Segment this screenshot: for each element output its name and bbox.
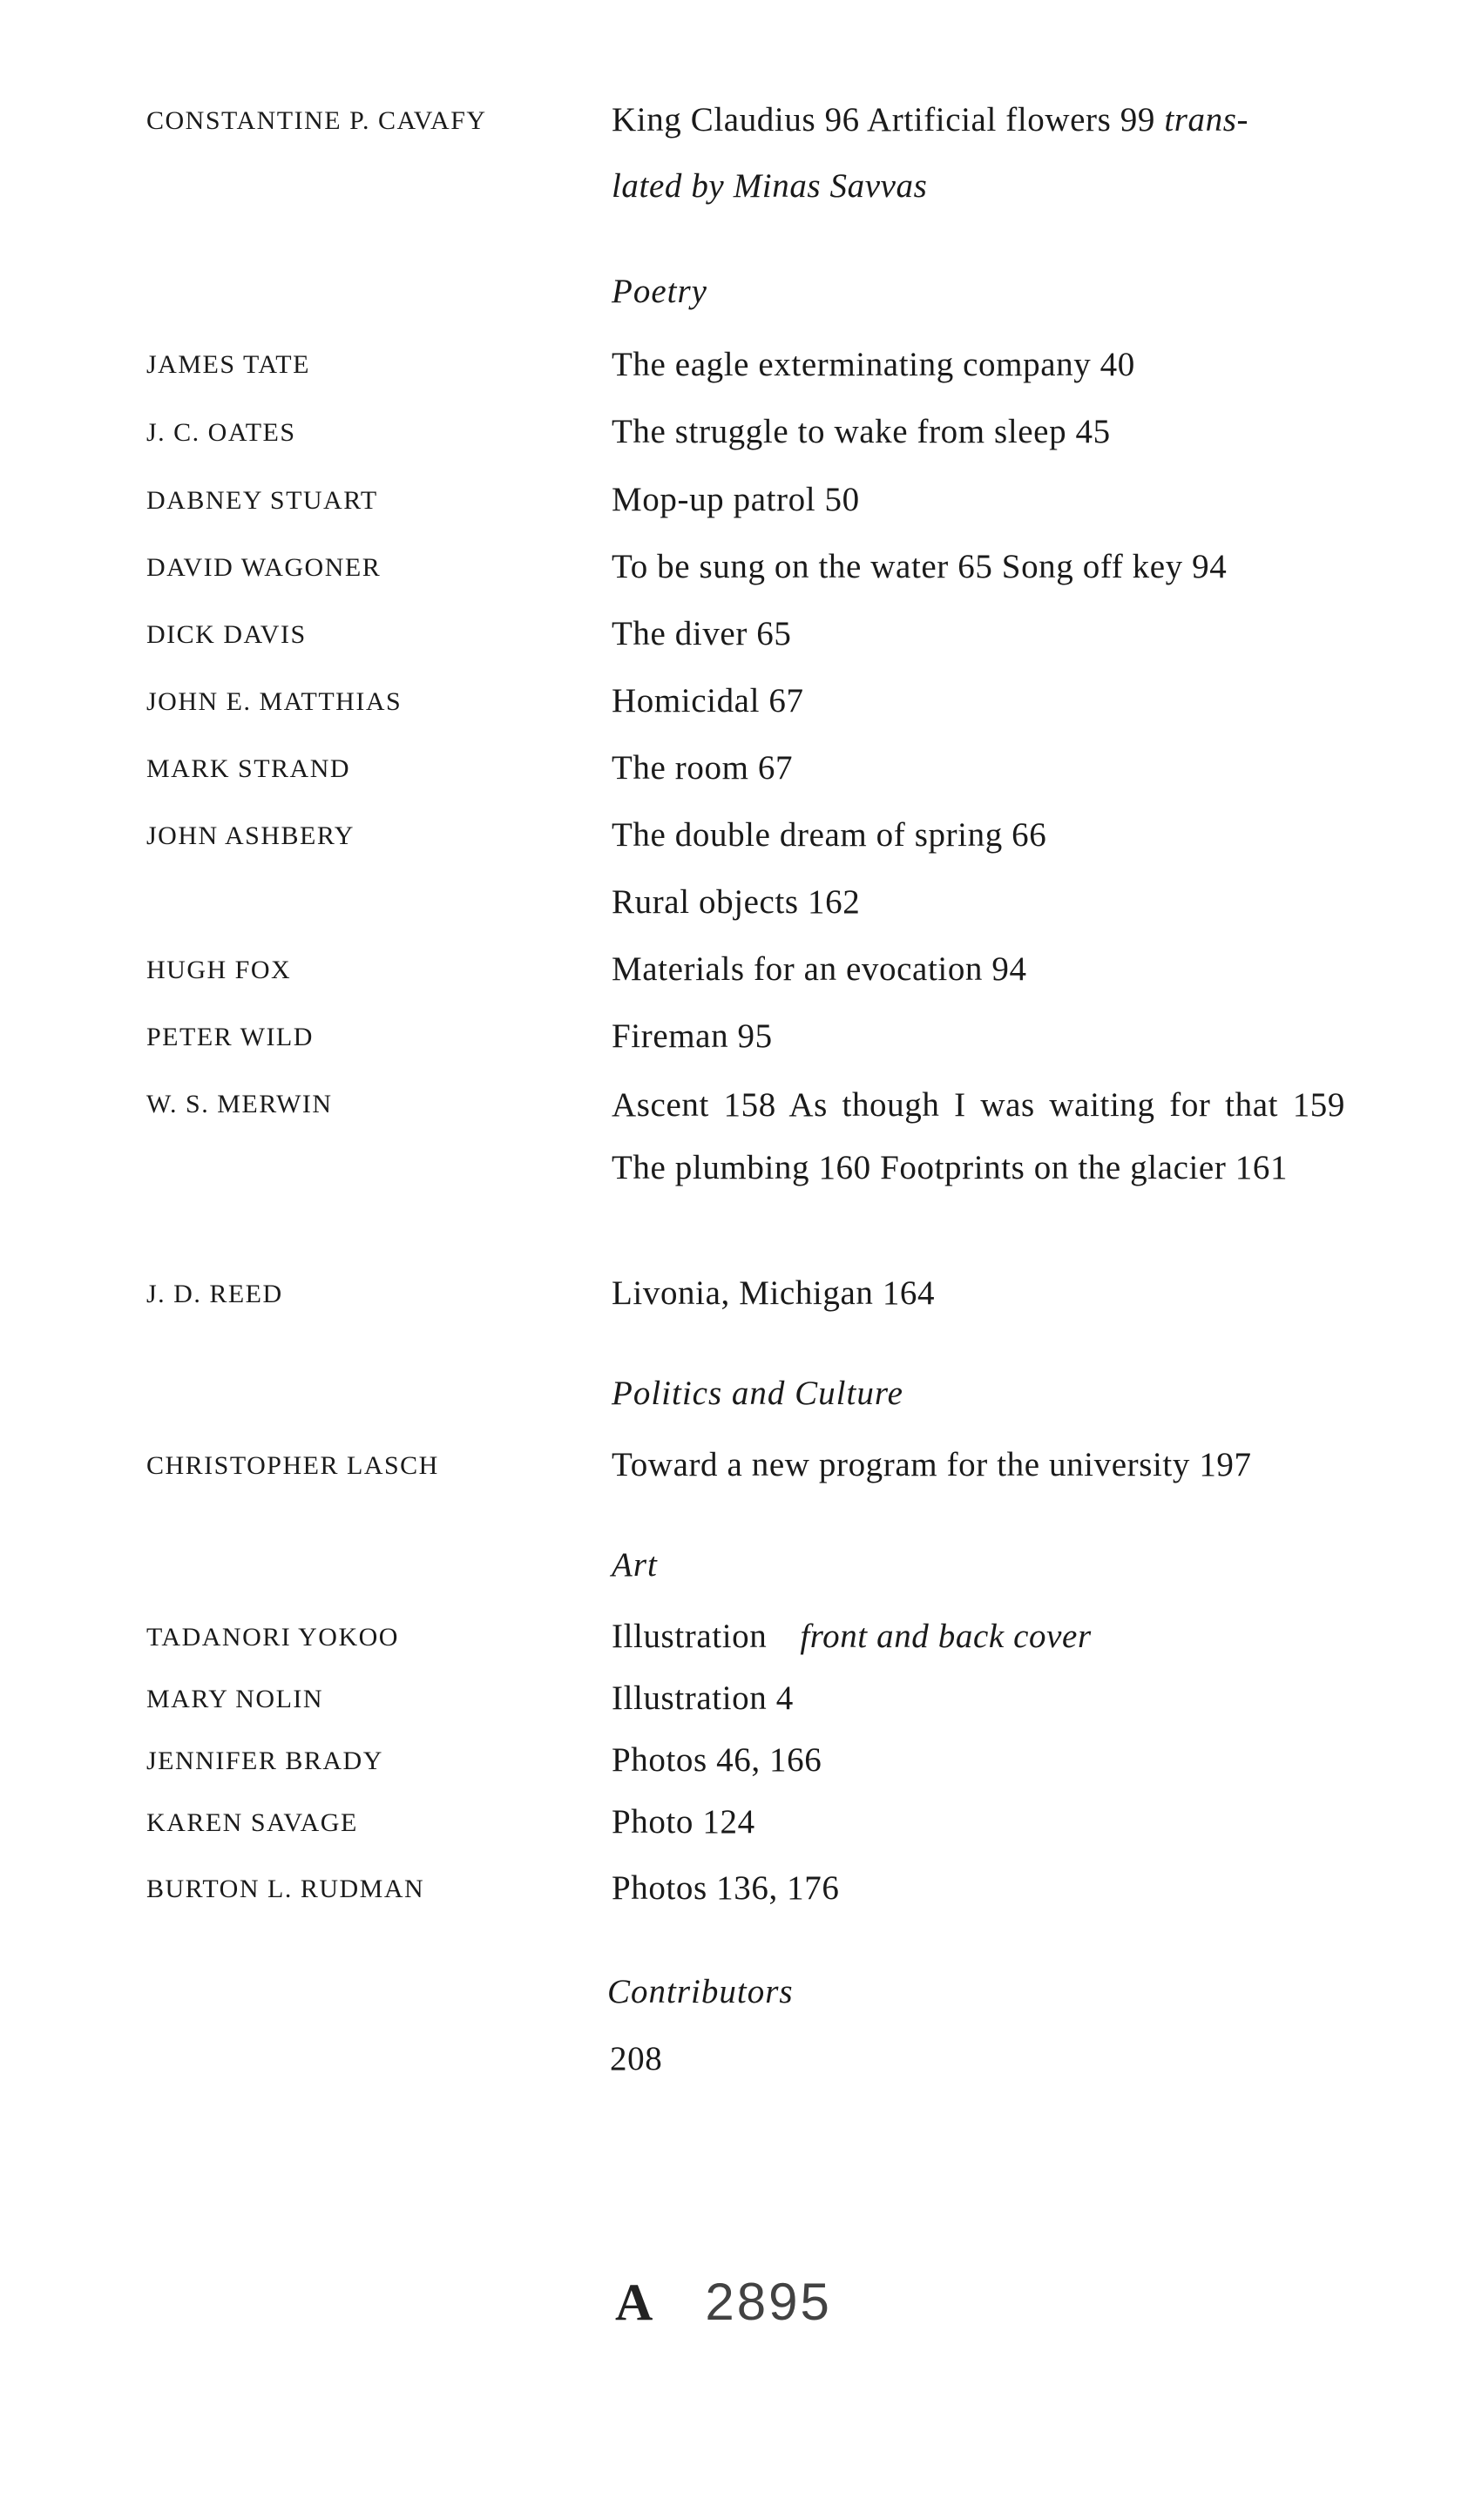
author-name: HUGH FOX xyxy=(146,956,292,984)
entry-title: Illustration 4 xyxy=(612,1679,794,1717)
author-name: JAMES TATE xyxy=(146,350,310,379)
entry-title: The double dream of spring 66 xyxy=(612,816,1047,854)
entry-title: Toward a new program for the university 197 xyxy=(612,1446,1252,1483)
entry-title xyxy=(612,1607,1345,1666)
stamp-number: 2895 xyxy=(705,2273,832,2331)
author-name: PETER WILD xyxy=(146,1023,314,1051)
author-name: BURTON L. RUDMAN xyxy=(146,1875,425,1903)
entry-title xyxy=(612,91,1345,150)
author-name: DICK DAVIS xyxy=(146,620,307,649)
section-heading-politics: Politics and Culture xyxy=(612,1375,903,1412)
entry-title: The diver 65 xyxy=(612,615,792,652)
author-name: JOHN ASHBERY xyxy=(146,821,355,850)
author-name: W. S. MERWIN xyxy=(146,1090,333,1118)
entry-title: Photos 136, 176 xyxy=(612,1869,840,1907)
author-name: MARY NOLIN xyxy=(146,1685,324,1713)
author-name: TADANORI YOKOO xyxy=(146,1623,399,1652)
section-heading-poetry: Poetry xyxy=(612,273,707,310)
entry-title: Photos 46, 166 xyxy=(612,1741,822,1779)
author-name: DABNEY STUART xyxy=(146,486,378,515)
entry-title: To be sung on the water 65 Song off key 94 xyxy=(612,548,1228,585)
author-name: JENNIFER BRADY xyxy=(146,1746,383,1775)
contributors-page-number: 208 xyxy=(610,2040,663,2077)
entry-title: Photo 124 xyxy=(612,1803,755,1841)
section-heading-contributors: Contributors xyxy=(607,1973,794,2010)
entry-italic-text: trans- xyxy=(1164,101,1249,138)
author-name: J. C. OATES xyxy=(146,418,296,447)
entry-title: The room 67 xyxy=(612,749,794,787)
entry-title: The eagle exterminating company 40 xyxy=(612,346,1135,383)
entry-title: Materials for an evocation 94 xyxy=(612,950,1027,988)
author-name: J. D. REED xyxy=(146,1280,283,1308)
author-name: MARK STRAND xyxy=(146,754,351,783)
entry-text: King Claudius 96 Artificial flowers 99 xyxy=(612,101,1165,138)
entry-title-continued: lated by Minas Savvas xyxy=(612,167,928,205)
stamp-letter: A xyxy=(615,2273,655,2331)
entry-title: The struggle to wake from sleep 45 xyxy=(612,413,1111,450)
entry-title: Rural objects 162 xyxy=(612,883,861,921)
author-name: CHRISTOPHER LASCH xyxy=(146,1451,439,1480)
entry-title: Ascent 158 As though I was waiting for that 159 The plumbing 160 Footprints on the glacier 161 xyxy=(612,1086,1345,1186)
entry-italic-text: front and back cover xyxy=(800,1618,1092,1655)
entry-title: Livonia, Michigan 164 xyxy=(612,1274,936,1312)
entry-title: Fireman 95 xyxy=(612,1017,773,1055)
entry-title: Mop-up patrol 50 xyxy=(612,481,860,518)
author-name: DAVID WAGONER xyxy=(146,553,382,582)
section-heading-art: Art xyxy=(612,1546,658,1584)
author-name: JOHN E. MATTHIAS xyxy=(146,687,403,716)
entry-title: Homicidal 67 xyxy=(612,682,804,720)
author-name: CONSTANTINE P. CAVAFY xyxy=(146,106,487,135)
library-stamp xyxy=(615,2272,832,2336)
entry-text: Illustration xyxy=(612,1618,768,1655)
author-name: KAREN SAVAGE xyxy=(146,1808,358,1837)
